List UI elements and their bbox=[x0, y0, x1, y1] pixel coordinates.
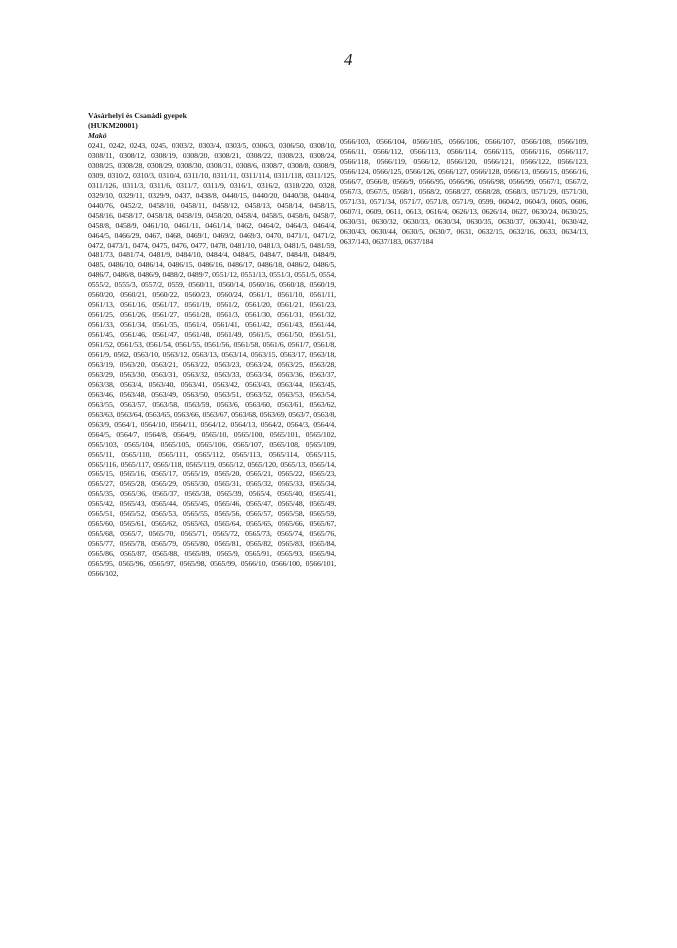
parcel-list-left-column: 0241, 0242, 0243, 0245, 0303/2, 0303/4, 0303/5, 0306/3, 0306/50, 0308/10, 0308/11, 0308/12, 0308/19, 0308/20, 0308/21, 0308/22, 0308/23, 0308/24, 0308/25, 0308/28, 0308/29, 0308/30, 0308/31, 0308/6, 0308/7, 0308/8, 0308/9, 0309, 0310/2, 0310/3, 0310/4, 0311/10, 0311/11, 0311/114, 0311/118, 0311/125, 0311/126, 0311/3, 0311/6, 0311/7, 0311/9, 0316/1, 0316/2, 0318/220, 0328, 0329/10, 0329/11, 0329/9, 0437, 0438/8, 0440/15, 0440/20, 0440/38, 0440/4, 0440/76, 0452/2, 0458/10, 0458/11, 0458/12, 0458/13, 0458/14, 0458/15, 0458/16, 0458/17, 0458/18, 0458/19, 0458/20, 0458/4, 0458/5, 0458/6, 0458/7, 0458/8, 0458/9, 0461/10, 0461/11, 0461/14, 0462, 0464/2, 0464/3, 0464/4, 0464/5, 0466/29, 0467, 0468, 0469/1, 0469/2, 0469/3, 0470, 0471/1, 0471/2, 0472, 0473/1, 0474, 0475, 0476, 0477, 0478, 0481/10, 0481/3, 0481/5, 0481/59, 0481/73, 0481/74, 0481/9, 0484/10, 0484/4, 0484/5, 0484/7, 0484/8, 0484/9, 0485, 0486/10, 0486/14, 0486/15, 0486/16, 0486/17, 0486/18, 0486/2, 0486/5, 0486/7, 0486/8, 0486/9, 0488/2, 0489/7, 0551/12, 0551/13, 0551/3, 0551/5, 0554, 0555/2, 0555/3, 0557/2, 0559, 0560/11, 0560/14, 0560/16, 0560/18, 0560/19, 0560/20, 0560/21, 0560/22, 0560/23, 0560/24, 0561/1, 0561/10, 0561/11, 0561/13, 0561/16, 0561/17, 0561/19, 0561/2, 0561/20, 0561/21, 0561/23, 0561/25, 0561/26, 0561/27, 0561/28, 0561/3, 0561/30, 0561/31, 0561/32, 0561/33, 0561/34, 0561/35, 0561/4, 0561/41, 0561/42, 0561/43, 0561/44, 0561/45, 0561/46, 0561/47, 0561/48, 0561/49, 0561/5, 0561/50, 0561/51, 0561/52, 0561/53, 0561/54, 0561/55, 0561/56, 0561/58, 0561/6, 0561/7, 0561/8, 0561/9, 0562, 0563/10, 0563/12, 0563/13, 0563/14, 0563/15, 0563/17, 0563/18, 0563/19, 0563/20, 0563/21, 0563/22, 0563/23, 0563/24, 0563/25, 0563/28, 0563/29, 0563/30, 0563/31, 0563/32, 0563/33, 0563/34, 0563/36, 0563/37, 0563/38, 0563/4, 0563/40, 0563/41, 0563/42, 0563/43, 0563/44, 0563/45, 0563/46, 0563/48, 0563/49, 0563/50, 0563/51, 0563/52, 0563/53, 0563/54, 0563/55, 0563/57, 0563/58, 0563/59, 0563/6, 0563/60, 0563/61, 0563/62, 0563/63, 0563/64, 0563/65, 0563/66, 0563/67, 0563/68, 0563/69, 0563/7, 0563/8, 0563/9, 0564/1, 0564/10, 0564/11, 0564/12, 0564/13, 0564/2, 0564/3, 0564/4, 0564/5, 0564/7, 0564/8, 0564/9, 0565/10, 0565/100, 0565/101, 0565/102, 0565/103, 0565/104, 0565/105, 0565/106, 0565/107, 0565/108, 0565/109, 0565/11, 0565/110, 0565/111, 0565/112, 0565/113, 0565/114, 0565/115, 0565/116, 0565/117, 0565/118, 0565/119, 0565/12, 0565/120, 0565/13, 0565/14, 0565/15, 0565/16, 0565/17, 0565/19, 0565/20, 0565/21, 0565/22, 0565/23, 0565/27, 0565/28, 0565/29, 0565/30, 0565/31, 0565/32, 0565/33, 0565/34, 0565/35, 0565/36, 0565/37, 0565/38, 0565/39, 0565/4, 0565/40, 0565/41, 0565/42, 0565/43, 0565/44, 0565/45, 0565/46, 0565/47, 0565/48, 0565/49, 0565/51, 0565/52, 0565/53, 0565/55, 0565/56, 0565/57, 0565/58, 0565/59, 0565/60, 0565/61, 0565/62, 0565/63, 0565/64, 0565/65, 0565/66, 0565/67, 0565/68, 0565/7, 0565/70, 0565/71, 0565/72, 0565/73, 0565/74, 0565/76, 0565/77, 0565/78, 0565/79, 0565/80, 0565/81, 0565/82, 0565/83, 0565/84, 0565/86, 0565/87, 0565/88, 0565/89, 0565/9, 0565/91, 0565/93, 0565/94, 0565/95, 0565/96, 0565/97, 0565/98, 0565/99, 0566/10, 0566/100, 0566/101, 0566/102, bbox=[88, 141, 336, 578]
parcel-list-right-column: 0566/103, 0566/104, 0566/105, 0566/106, 0566/107, 0566/108, 0566/109, 0566/11, 0566/112, 0566/113, 0566/114, 0566/115, 0566/116, 0566/117, 0566/118, 0566/119, 0566/12, 0566/120, 0566/121, 0566/122, 0566/123, 0566/124, 0566/125, 0566/126, 0566/127, 0566/128, 0566/13, 0566/15, 0566/16, 0566/7, 0566/8, 0566/9, 0566/95, 0566/96, 0566/98, 0566/99, 0567/1, 0567/2, 0567/3, 0567/5, 0568/1, 0568/2, 0568/27, 0568/28, 0568/3, 0571/29, 0571/30, 0571/31, 0571/34, 0571/7, 0571/8, 0571/9, 0599, 0604/2, 0604/3, 0605, 0606, 0607/1, 0609, 0611, 0613, 0616/4, 0626/13, 0626/14, 0627, 0630/24, 0630/25, 0630/31, 0630/32, 0630/33, 0630/34, 0630/35, 0630/37, 0630/41, 0630/42, 0630/43, 0630/44, 0630/5, 0630/7, 0631, 0632/15, 0632/16, 0633, 0634/13, 0637/143, 0637/183, 0637/184 bbox=[340, 137, 588, 246]
municipality-label: Makó bbox=[88, 131, 107, 140]
site-code: (HUKM20001) bbox=[88, 121, 138, 130]
site-title: Vásárhelyi és Csanádi gyepek bbox=[88, 111, 187, 120]
document-header bbox=[88, 111, 187, 131]
page-number: 4 bbox=[344, 50, 353, 69]
